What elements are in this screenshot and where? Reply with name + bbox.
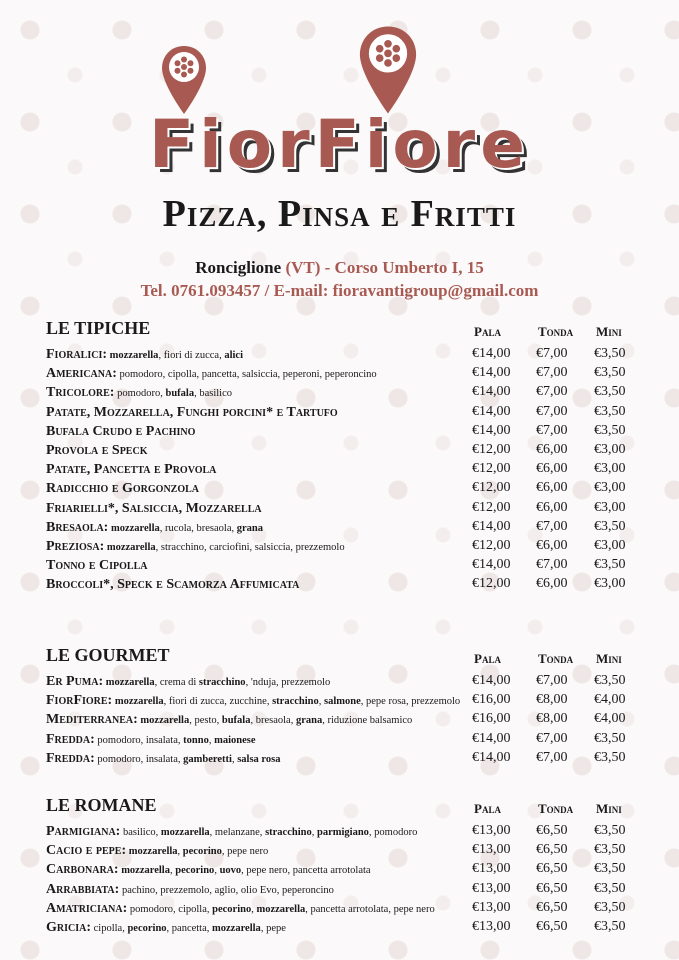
price-pala: €14,00 [472,557,511,573]
menu-item-row [46,917,646,936]
menu-item-row [46,517,646,536]
menu-item [46,478,199,498]
price-tonda: €7,00 [536,365,568,381]
menu-item [46,879,334,900]
price-pala: €13,00 [472,823,511,838]
price-mini: €4,00 [594,692,626,708]
price-pala: €12,00 [472,576,511,592]
price-tonda: €6,50 [536,899,568,915]
item-name: Americana: [46,366,117,382]
menu-item-row [46,382,646,401]
menu-item [46,555,147,575]
menu-item-row [46,478,646,497]
price-mini: €3,50 [594,673,626,688]
menu-item [46,344,243,365]
menu-section [46,318,646,593]
item-name: Fioralici: [46,347,108,362]
menu-item-row [46,459,646,478]
item-name: Tricolore: [46,385,115,401]
price-tonda: €7,00 [536,346,568,361]
menu-section [46,645,646,767]
section-header [46,318,646,344]
column-header-pala: Pala [474,801,501,816]
page-subtitle: Pizza, Pinsa e Fritti [162,193,517,235]
item-ingredient: , [208,734,215,746]
section-title: LE ROMANE [46,795,157,815]
price-tonda: €6,50 [536,861,568,877]
item-ingredient: , [214,865,220,877]
menu-item [46,898,435,919]
price-tonda: €7,00 [536,673,568,688]
price-pala: €12,00 [472,537,511,553]
item-ingredient: parmigiano [316,827,369,838]
menu-item-row [46,671,646,690]
price-pala: €14,00 [472,346,511,361]
price-tonda: €7,00 [536,518,568,534]
address [0,258,679,278]
item-ingredient: , bresaola, [250,715,296,727]
contact-line: Tel. 0761.093457 / E-mail: fioravantigroup@gmail.com [140,281,539,300]
item-ingredient: stracchino [198,677,246,688]
price-pala: €12,00 [472,441,511,457]
price-mini: €3,50 [594,918,626,934]
price-tonda: €7,00 [536,403,568,419]
item-ingredient: uovo [219,865,242,877]
item-ingredient: , crema di [154,677,199,688]
menu-item [46,440,147,460]
menu-item-row [46,402,646,421]
price-mini: €3,50 [594,557,626,573]
price-tonda: €7,00 [536,384,568,400]
price-mini: €3,50 [594,518,626,534]
menu-item-row [46,421,646,440]
item-ingredient: mozzarella [103,677,155,688]
item-ingredient: , pancetta arrotolata, pepe nero [305,903,435,915]
menu-item [46,536,345,557]
item-name: Parmigiana: [46,824,121,839]
price-tonda: €6,00 [536,461,568,477]
price-mini: €3,00 [594,499,626,515]
item-ingredient: , pesto, [189,715,222,727]
price-tonda: €7,00 [536,422,568,438]
item-name: Fredda: [46,750,95,766]
price-tonda: €8,00 [536,692,568,708]
item-ingredient: pomodoro, cipolla, pancetta, salsiccia, peperoni, peperoncino [116,369,377,381]
column-header-tonda: Tonda [538,324,574,339]
price-pala: €14,00 [472,518,511,534]
menu-item [46,382,232,403]
price-pala: €13,00 [472,880,511,896]
price-pala: €16,00 [472,692,511,708]
price-pala: €14,00 [472,365,511,381]
item-ingredient: pomodoro, cipolla, [127,903,213,915]
menu-item [46,671,330,692]
item-name: Preziosa: [46,538,105,554]
price-pala: €14,00 [472,422,511,438]
column-header-tonda: Tonda [538,651,574,666]
item-ingredient: mozzarella [256,903,306,915]
menu-item-row [46,709,646,728]
item-name: FiorFiore: [46,693,113,709]
menu-item [46,821,417,842]
item-ingredient: salmone [324,696,361,708]
price-mini: €3,50 [594,823,626,838]
item-ingredient: pecorino [127,922,167,934]
item-name: Provola e Speck [46,442,148,458]
item-ingredient: mozzarella [118,865,170,877]
price-tonda: €7,00 [536,730,568,746]
item-name: Bresaola: [46,519,109,535]
item-ingredient: bufala [221,715,251,727]
price-pala: €13,00 [472,918,511,934]
item-name: Fredda: [46,731,95,747]
item-ingredient: mozzarella [160,827,210,838]
item-name: Tonno e Cipolla [46,558,148,574]
menu-item [46,574,299,594]
price-tonda: €6,50 [536,842,568,858]
price-mini: €3,50 [594,842,626,858]
item-name: Cacio e pepe: [46,843,127,859]
price-pala: €12,00 [472,499,511,515]
item-name: Patate, Pancetta e Provola [46,462,217,478]
price-mini: €3,00 [594,461,626,477]
section-header [46,795,646,821]
price-pala: €14,00 [472,384,511,400]
item-ingredient: mozzarella [108,522,160,534]
item-name: Bufala Crudo e Pachino [46,423,196,439]
item-name: Carbonara: [46,862,119,878]
section-title: LE TIPICHE [46,318,151,338]
item-ingredient: , [251,903,257,915]
price-pala: €12,00 [472,461,511,477]
item-ingredient: mozzarella [137,715,190,727]
item-ingredient: , riduzione balsamico [322,715,413,727]
menu-item [46,363,377,384]
menu-item [46,709,412,730]
menu-item [46,917,286,938]
menu-item [46,748,280,769]
price-pala: €16,00 [472,711,511,727]
menu-item [46,402,338,422]
price-tonda: €6,50 [536,823,568,838]
price-mini: €3,00 [594,480,626,496]
price-pala: €14,00 [472,730,511,746]
price-tonda: €7,00 [536,557,568,573]
price-tonda: €7,00 [536,749,568,765]
item-ingredient: , basilico [194,388,233,400]
map-pin-flower-icon [357,24,419,116]
menu-item-row [46,729,646,748]
item-ingredient: mozzarella [212,922,261,934]
item-ingredient: grana [236,522,263,534]
price-pala: €13,00 [472,842,511,858]
item-ingredient: , rucola, bresaola, [159,522,237,534]
item-ingredient: , fiori di zucca, zucchine, [163,696,273,708]
item-name: Patate, Mozzarella, Funghi porcini* e Tartufo [46,404,338,420]
price-mini: €3,50 [594,365,626,381]
menu-item [46,459,216,479]
address-town: Ronciglione [195,258,286,277]
item-ingredient: gamberetti [183,753,232,765]
item-ingredient: cipolla, [91,922,128,934]
price-tonda: €6,00 [536,441,568,457]
item-name: Friarielli*, Salsiccia, Mozzarella [46,500,262,516]
section-header [46,645,646,671]
menu-item [46,690,460,711]
price-tonda: €6,00 [536,499,568,515]
menu-item-row [46,555,646,574]
item-ingredient: , 'nduja, prezzemolo [245,677,331,688]
price-tonda: €8,00 [536,711,568,727]
item-ingredient: alici [224,350,243,361]
item-name: Gricia: [46,919,91,935]
price-mini: €3,50 [594,749,626,765]
item-ingredient: mozzarella [104,541,156,553]
item-ingredient: , stracchino, carciofini, salsiccia, prezzemolo [155,541,345,553]
item-name: Er Puma: [46,674,104,689]
menu-item-row [46,748,646,767]
item-ingredient: , pepe rosa, prezzemolo [360,696,461,708]
menu-item-row [46,898,646,917]
brand-logo: FiorFiore [149,106,530,183]
price-mini: €3,50 [594,422,626,438]
item-ingredient: stracchino [265,827,312,838]
menu-item-row [46,879,646,898]
price-pala: €13,00 [472,899,511,915]
item-ingredient: , [231,753,238,765]
item-ingredient: mozzarella [126,846,178,858]
menu-item [46,859,371,880]
item-ingredient: pomodoro, insalata, [94,753,184,765]
item-name: Amatriciana: [46,900,128,916]
price-pala: €13,00 [472,861,511,877]
price-mini: €3,00 [594,441,626,457]
price-pala: €14,00 [472,749,511,765]
address-street: - Corso Umberto I, 15 [320,258,484,277]
column-header-mini: Mini [596,324,622,339]
item-ingredient: , pancetta, [166,922,213,934]
item-ingredient: , fiori di zucca, [158,350,225,361]
item-ingredient: pomodoro, [114,388,166,400]
price-pala: €14,00 [472,673,511,688]
menu-item [46,840,268,861]
menu-item-row [46,690,646,709]
menu-item-row [46,574,646,593]
item-ingredient: tonno [183,734,209,746]
price-mini: €3,50 [594,384,626,400]
price-mini: €3,50 [594,346,626,361]
section-title: LE GOURMET [46,645,170,665]
item-ingredient: , pepe nero [221,846,269,858]
price-mini: €3,50 [594,730,626,746]
item-ingredient: basilico, [120,827,161,838]
menu-item [46,729,256,750]
column-header-tonda: Tonda [538,801,574,816]
item-ingredient: , melanzane, [209,827,266,838]
item-name: Arrabbiata: [46,881,120,897]
menu-item-row [46,363,646,382]
item-ingredient: , [311,827,317,838]
item-ingredient: mozzarella [107,350,159,361]
price-tonda: €6,00 [536,537,568,553]
menu-section [46,795,646,936]
menu-item-row [46,821,646,840]
price-tonda: €6,00 [536,480,568,496]
price-mini: €4,00 [594,711,626,727]
menu-item-row [46,440,646,459]
item-ingredient: , [318,696,325,708]
column-header-pala: Pala [474,324,501,339]
column-header-mini: Mini [596,651,622,666]
item-ingredient: , pepe nero, pancetta arrotolata [241,865,371,877]
item-ingredient: , pepe [260,922,286,934]
address-province: (VT) [285,258,321,277]
item-ingredient: stracchino [272,696,319,708]
price-mini: €3,00 [594,537,626,553]
item-ingredient: pecorino [175,865,215,877]
price-mini: €3,50 [594,899,626,915]
item-ingredient: pecorino [212,903,252,915]
price-mini: €3,00 [594,576,626,592]
item-ingredient: maionese [214,734,256,746]
item-name: Mediterranea: [46,712,138,728]
price-tonda: €6,00 [536,576,568,592]
item-ingredient: grana [295,715,323,727]
price-pala: €12,00 [472,480,511,496]
item-name: Radicchio e Gorgonzola [46,481,200,497]
item-ingredient: pomodoro, insalata, [94,734,184,746]
menu-item-row [46,498,646,517]
menu-item [46,517,263,538]
column-header-mini: Mini [596,801,622,816]
column-header-pala: Pala [474,651,501,666]
item-ingredient: mozzarella [112,696,164,708]
price-mini: €3,50 [594,403,626,419]
menu-item [46,498,262,518]
price-mini: €3,50 [594,880,626,896]
menu-item-row [46,536,646,555]
price-pala: €14,00 [472,403,511,419]
menu-item-row [46,840,646,859]
item-ingredient: pachino, prezzemolo, aglio, olio Evo, peperoncino [119,884,334,896]
menu-item-row [46,859,646,878]
item-ingredient: , pomodoro [368,827,418,838]
price-mini: €3,50 [594,861,626,877]
price-tonda: €6,50 [536,880,568,896]
menu-item [46,421,195,441]
item-name: Broccoli*, Speck e Scamorza Affumicata [46,577,300,593]
item-ingredient: bufala [165,388,195,400]
item-ingredient: salsa rosa [237,753,281,765]
item-ingredient: , [177,846,183,858]
price-tonda: €6,50 [536,918,568,934]
item-ingredient: , [169,865,176,877]
item-ingredient: pecorino [182,846,222,858]
menu-item-row [46,344,646,363]
